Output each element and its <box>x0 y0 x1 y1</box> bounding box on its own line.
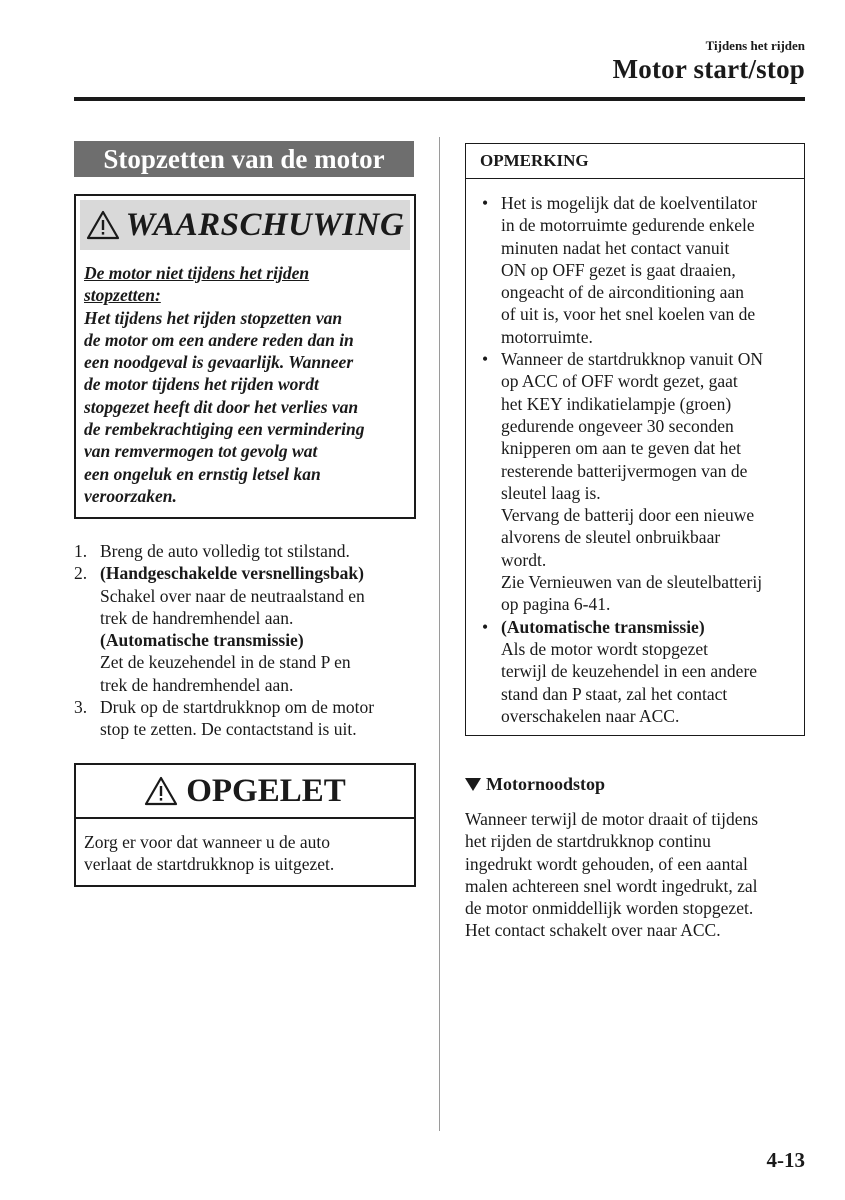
bullet: • <box>482 349 489 370</box>
note-line: minuten nadat het contact vanuit <box>501 237 730 258</box>
note-line: resterende batterijvermogen van de <box>501 460 748 481</box>
note-item <box>478 192 800 348</box>
note-item <box>478 616 800 727</box>
warning-text <box>84 262 406 507</box>
bullet: • <box>482 616 489 637</box>
step-line: trek de handremhendel aan. <box>100 674 294 695</box>
note-line: motorruimte. <box>501 326 593 347</box>
page-title: Motor start/stop <box>612 54 805 84</box>
note-line: Vervang de batterij door een nieuwe <box>501 505 755 526</box>
note-line: sleutel laag is. <box>501 482 601 503</box>
warning-line: stopgezet heeft dit door het verlies van <box>84 396 359 417</box>
column-divider <box>439 137 440 1131</box>
caution-line: Zorg er voor dat wanneer u de auto <box>84 832 331 852</box>
note-line: terwijl de keuzehendel in een andere <box>501 661 758 682</box>
step-line: (Automatische transmissie) <box>100 630 304 651</box>
caution-heading: OPGELET <box>186 772 346 809</box>
warning-heading: WAARSCHUWING <box>125 206 405 243</box>
note-line: Zie Vernieuwen van de sleutelbatterij <box>501 572 763 593</box>
step-number: 3. <box>74 697 88 718</box>
paragraph-line: de motor onmiddellijk worden stopgezet. <box>465 898 754 919</box>
warning-triangle-icon <box>144 776 178 806</box>
caution-header <box>76 765 414 819</box>
warning-line: Het tijdens het rijden stopzetten van <box>84 307 343 328</box>
step-list <box>74 540 419 741</box>
note-line: stand dan P staat, zal het contact <box>501 683 728 704</box>
step-number: 1. <box>74 541 88 561</box>
warning-line: van remvermogen tot gevolg wat <box>84 441 318 462</box>
page-number: 4-13 <box>766 1148 805 1172</box>
warning-line: stopzetten: <box>84 285 161 306</box>
paragraph-line: malen achtereen snel wordt ingedrukt, zal <box>465 875 758 896</box>
warning-line: de motor tijdens het rijden wordt <box>84 374 319 395</box>
note-line: op ACC of OFF wordt gezet, gaat <box>501 371 738 392</box>
paragraph-line: het rijden de startdrukknop continu <box>465 831 711 852</box>
step-line: (Handgeschakelde versnellingsbak) <box>100 563 364 584</box>
note-line: knipperen om aan te geven dat het <box>501 438 742 459</box>
caution-text <box>84 831 406 876</box>
step-line: stop te zetten. De contactstand is uit. <box>100 719 357 740</box>
step-line: Breng de auto volledig tot stilstand. <box>100 541 350 561</box>
note-line: (Automatische transmissie) <box>501 616 705 637</box>
header-rule <box>74 97 805 101</box>
step-line: Druk op de startdrukknop om de motor <box>100 697 375 718</box>
paragraph-line: Wanneer terwijl de motor draait of tijdens <box>465 809 759 829</box>
note-line: het KEY indikatielampje (groen) <box>501 393 732 414</box>
note-line: ongeacht of de airconditioning aan <box>501 282 744 303</box>
warning-header <box>80 200 410 250</box>
step-line: trek de handremhendel aan. <box>100 607 294 628</box>
note-line: overschakelen naar ACC. <box>501 705 680 726</box>
section-title: Stopzetten van de motor <box>74 141 414 177</box>
note-line: gedurende ongeveer 30 seconden <box>501 415 734 436</box>
warning-line: veroorzaken. <box>84 485 177 506</box>
paragraph-line: Het contact schakelt over naar ACC. <box>465 920 721 941</box>
bullet: • <box>482 193 489 213</box>
step-number: 2. <box>74 563 88 584</box>
note-item <box>478 348 800 616</box>
note-line: alvorens de sleutel onbruikbaar <box>501 527 721 548</box>
warning-line: de motor om een andere reden dan in <box>84 329 354 350</box>
note-line: Als de motor wordt stopgezet <box>501 638 709 659</box>
caution-line: verlaat de startdrukknop is uitgezet. <box>84 854 335 875</box>
step-item <box>74 696 419 741</box>
step-line: Schakel over naar de neutraalstand en <box>100 585 365 606</box>
warning-line: een ongeluk en ernstig letsel kan <box>84 463 321 484</box>
warning-line: een noodgeval is gevaarlijk. Wanneer <box>84 352 354 373</box>
note-heading: OPMERKING <box>466 144 804 179</box>
subsection-title: Motornoodstop <box>486 774 606 794</box>
warning-box <box>74 194 416 519</box>
step-line: Zet de keuzehendel in de stand P en <box>100 652 351 673</box>
subsection-paragraph <box>465 808 810 942</box>
step-item <box>74 562 419 696</box>
header-section-label: Tijdens het rijden <box>705 38 805 53</box>
note-line: Het is mogelijk dat de koelventilator <box>501 193 758 213</box>
note-line: of uit is, voor het snel koelen van de <box>501 304 756 325</box>
warning-triangle-icon <box>86 210 120 240</box>
note-line: in de motorruimte gedurende enkele <box>501 215 755 236</box>
caution-box <box>74 763 416 887</box>
warning-line: de rembekrachtiging een vermindering <box>84 419 365 440</box>
warning-line: De motor niet tijdens het rijden <box>84 263 310 283</box>
note-line: Wanneer de startdrukknop vanuit ON <box>501 349 763 370</box>
note-list <box>478 192 800 727</box>
paragraph-line: ingedrukt wordt gehouden, of een aantal <box>465 853 748 874</box>
note-line: op pagina 6-41. <box>501 594 611 615</box>
step-item <box>74 540 419 562</box>
subsection-heading <box>465 774 605 795</box>
note-box <box>465 143 805 736</box>
note-line: ON op OFF gezet is gaat draaien, <box>501 259 736 280</box>
note-line: wordt. <box>501 549 547 570</box>
triangle-down-icon <box>465 778 481 791</box>
